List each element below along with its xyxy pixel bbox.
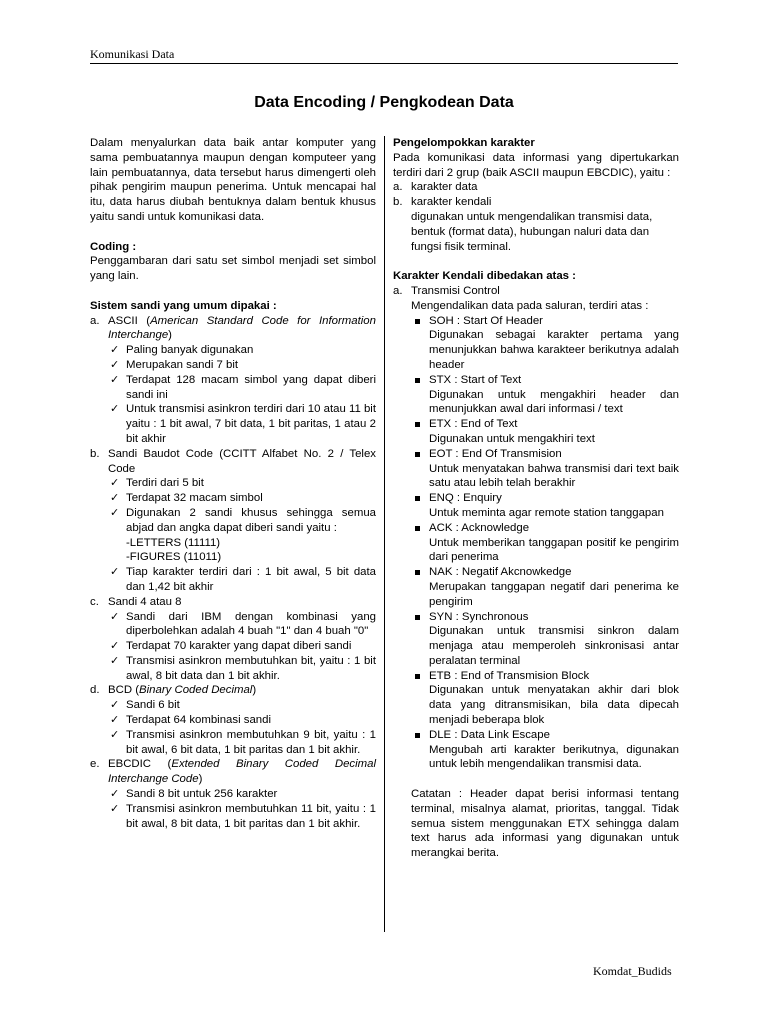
control-character-list — [393, 314, 679, 773]
control-description: Digunakan sebagai karakter pertama yang menunjukkan bahwa karakteer berikutnya adalah header — [429, 329, 679, 371]
left-column — [90, 136, 376, 831]
encoding-section-title — [90, 595, 376, 610]
check-list-text: Transmisi asinkron membutuhkan 11 bit, yaitu : 1 bit awal, 8 bit data, 1 bit paritas dan 1 bit akhir. — [126, 802, 376, 830]
check-mark-icon: ✓ — [110, 788, 120, 801]
check-mark-icon: ✓ — [110, 699, 120, 712]
check-mark-icon: ✓ — [110, 358, 120, 371]
control-description: Mengubah arti karakter berikutnya, digunakan untuk lebih mengendalikan transmisi data. — [429, 743, 679, 771]
control-description: Digunakan untuk transmisi sinkron dalam menjaga atau memperoleh sinkronisasi antar peralatan terminal — [429, 625, 679, 667]
section-title-text: Sandi 4 atau 8 — [108, 595, 182, 608]
group-b-description: digunakan untuk mengendalikan transmisi data, bentuk (format data), hubungan naluri data dan fungsi fisik terminal. — [411, 210, 653, 253]
group-text: Pada komunikasi data informasi yang dipertukarkan terdiri dari 2 grup (baik ASCII maupun EBCDIC), yaitu : — [393, 151, 679, 179]
check-list-item — [90, 491, 376, 506]
check-mark-icon: ✓ — [110, 477, 120, 490]
control-name: SOH : Start Of Header — [429, 314, 543, 327]
check-list-item — [90, 373, 376, 403]
group-item-label: karakter data — [411, 181, 478, 194]
encoding-sections — [90, 314, 376, 832]
encoding-section-title — [90, 683, 376, 698]
control-description: Digunakan untuk mengakhiri text — [429, 432, 595, 445]
section-title-italic: American Standard Code for Information Interchange — [108, 314, 376, 342]
list-marker: d. — [90, 684, 100, 697]
catatan-note: Catatan : Header dapat berisi informasi tentang terminal, misalnya alamat, prioritas, tanggal. Tidak semua sistem menggunakan ETX sehingga dalam text harus ada informasi yang digunakan untuk merangkai berita. — [411, 788, 679, 860]
control-description: Digunakan untuk mengakhiri header dan menunjukkan awal dari informasi / text — [429, 388, 679, 416]
control-description: Digunakan untuk menyatakan akhir dari blok data yang ditransmisikan, bila data dipecah menjadi beberapa blok — [429, 684, 679, 727]
check-list-text: Tiap karakter terdiri dari : 1 bit awal, 5 bit data dan 1,42 bit akhir — [126, 566, 376, 593]
square-bullet-icon — [415, 674, 420, 679]
check-list-text: Sandi 8 bit untuk 256 karakter — [126, 788, 278, 801]
check-list-item — [90, 698, 376, 713]
control-item — [393, 447, 679, 462]
control-description: Untuk menyatakan bahwa transmisi dari text baik satu atau lebih telah berakhir — [429, 462, 679, 490]
check-list-text: Terdapat 128 macam simbol yang dapat diberi sandi ini — [126, 373, 376, 401]
check-list-item — [90, 476, 376, 491]
column-divider — [384, 136, 385, 932]
control-name: NAK : Negatif Akcnowkedge — [429, 566, 572, 579]
check-mark-icon: ✓ — [110, 728, 120, 741]
square-bullet-icon — [415, 496, 420, 501]
square-bullet-icon — [415, 615, 420, 620]
group-item-data — [393, 180, 679, 195]
section-title-end: ) — [198, 773, 203, 786]
check-list-text: Merupakan sandi 7 bit — [126, 358, 239, 371]
section-title-text: ASCII ( — [108, 314, 151, 327]
check-list-item — [90, 728, 376, 758]
encoding-section-title — [90, 447, 376, 477]
section-title-end: ) — [168, 329, 172, 342]
transmisi-control-title — [393, 284, 679, 299]
square-bullet-icon — [415, 570, 420, 575]
check-list-item — [90, 787, 376, 802]
check-list-text: Terdapat 64 kombinasi sandi — [126, 714, 272, 727]
group-item-kendali — [393, 195, 679, 210]
section-title-italic: Extended Binary Coded Decimal Interchange Code — [108, 758, 376, 786]
check-list-item — [90, 654, 376, 684]
check-list-item — [90, 358, 376, 373]
check-mark-icon: ✓ — [110, 403, 120, 416]
list-marker: b. — [393, 196, 403, 209]
list-marker: a. — [393, 284, 403, 297]
check-list-item — [90, 639, 376, 654]
control-item — [393, 669, 679, 684]
section-title-italic: Binary Coded Decimal — [139, 684, 253, 697]
list-marker: e. — [90, 758, 100, 771]
square-bullet-icon — [415, 422, 420, 427]
check-mark-icon: ✓ — [110, 654, 120, 667]
list-marker: c. — [90, 595, 99, 608]
right-column — [393, 136, 679, 861]
check-list-text: Digunakan 2 sandi khusus sehingga semua abjad dan angka dapat diberi sandi yaitu : — [126, 506, 376, 534]
encoding-section-title — [90, 757, 376, 787]
square-bullet-icon — [415, 452, 420, 457]
list-marker: a. — [393, 181, 403, 194]
check-mark-icon: ✓ — [110, 344, 120, 357]
control-item — [393, 728, 679, 743]
section-title-text: BCD ( — [108, 684, 140, 697]
header-rule — [90, 63, 678, 64]
section-title-end: ) — [252, 684, 257, 697]
control-item — [393, 417, 679, 432]
control-item — [393, 521, 679, 536]
check-mark-icon: ✓ — [110, 640, 120, 653]
check-list-text: Sandi 6 bit — [126, 699, 180, 712]
square-bullet-icon — [415, 526, 420, 531]
check-list-item — [90, 713, 376, 728]
control-description: Untuk memberikan tanggapan positif ke pengirim dari penerima — [429, 536, 679, 564]
header-title: Komunikasi Data — [90, 47, 175, 61]
control-name: STX : Start of Text — [429, 373, 522, 386]
group-heading: Pengelompokkan karakter — [393, 137, 535, 149]
kendali-heading: Karakter Kendali dibedakan atas : — [393, 270, 576, 283]
sistem-heading: Sistem sandi yang umum dipakai : — [90, 299, 277, 312]
square-bullet-icon — [415, 733, 420, 738]
coding-text: Penggambaran dari satu set simbol menjadi set simbol yang lain. — [90, 255, 376, 283]
check-list-item — [90, 610, 376, 640]
section-title-text: Sandi Baudot Code (CCITT Alfabet No. 2 / Telex Code — [108, 447, 376, 475]
check-list-text: Terdapat 32 macam simbol — [126, 492, 263, 505]
check-mark-icon: ✓ — [110, 802, 120, 815]
control-name: ENQ : Enquiry — [429, 492, 502, 505]
check-list-item — [90, 343, 376, 358]
group-item-label: karakter kendali — [411, 196, 492, 209]
control-description: Untuk meminta agar remote station tanggapan — [429, 506, 664, 519]
check-list-item — [90, 402, 376, 446]
transmisi-control-label: Transmisi Control — [411, 284, 500, 297]
check-list-text: Terdiri dari 5 bit — [126, 477, 204, 490]
check-mark-icon: ✓ — [110, 506, 120, 519]
check-mark-icon: ✓ — [110, 714, 120, 727]
check-list-text: Terdapat 70 karakter yang dapat diberi sandi — [126, 640, 352, 653]
footer-author: Komdat_Budids — [593, 964, 672, 978]
control-name: EOT : End Of Transmision — [429, 447, 562, 460]
control-item — [393, 565, 679, 580]
control-name: ETB : End of Transmision Block — [429, 669, 590, 682]
intro-paragraph: Dalam menyalurkan data baik antar komputer yang sama pembuatannya maupun dengan komputeer yang lain pembuatannya, data tersebut harus dimengerti oleh pihak pengirim maupun penerima. Untuk mencapai hal itu, data harus diubah bentuknya dalam bentuk khusus yaitu sandi untuk komunikasi data. — [90, 137, 376, 223]
check-list-item — [90, 506, 376, 536]
control-item — [393, 610, 679, 625]
sub-item: -FIGURES (11011) — [126, 551, 222, 564]
check-list-item — [90, 802, 376, 832]
control-item — [393, 491, 679, 506]
section-title-text: EBCDIC ( — [108, 758, 172, 771]
control-item — [393, 314, 679, 329]
control-name: ACK : Acknowledge — [429, 521, 530, 534]
check-mark-icon: ✓ — [110, 566, 120, 579]
check-list-text: Sandi dari IBM dengan kombinasi yang diperbolehkan adalah 4 buah "1" dan 4 buah "0" — [126, 610, 376, 638]
sub-item: -LETTERS (11111) — [126, 536, 221, 549]
control-name: SYN : Synchronous — [429, 610, 529, 623]
coding-heading: Coding : — [90, 240, 137, 253]
check-list-text: Paling banyak digunakan — [126, 344, 254, 357]
control-description: Merupakan tanggapan negatif dari penerima ke pengirim — [429, 580, 679, 608]
check-list-text: Untuk transmisi asinkron terdiri dari 10 atau 11 bit yaitu : 1 bit awal, 7 bit data, 1 bit paritas, 1 atau 2 bit akhir — [126, 403, 376, 445]
check-list-text: Transmisi asinkron membutuhkan bit, yaitu : 1 bit awal, 8 bit data dan 1 bit akhir. — [126, 654, 376, 682]
square-bullet-icon — [415, 319, 420, 324]
control-name: DLE : Data Link Escape — [429, 728, 550, 741]
control-item — [393, 373, 679, 388]
check-mark-icon: ✓ — [110, 610, 120, 623]
list-marker: b. — [90, 447, 100, 460]
check-mark-icon: ✓ — [110, 492, 120, 505]
check-list-text: Transmisi asinkron membutuhkan 9 bit, yaitu : 1 bit awal, 6 bit data, 1 bit paritas dan 1 bit akhir. — [126, 728, 376, 756]
list-marker: a. — [90, 314, 100, 327]
document-title: Data Encoding / Pengkodean Data — [254, 94, 514, 111]
control-name: ETX : End of Text — [429, 418, 518, 431]
check-mark-icon: ✓ — [110, 373, 120, 386]
transmisi-control-description: Mengendalikan data pada saluran, terdiri atas : — [411, 299, 649, 312]
encoding-section-title — [90, 314, 376, 344]
square-bullet-icon — [415, 378, 420, 383]
check-list-item — [90, 565, 376, 595]
